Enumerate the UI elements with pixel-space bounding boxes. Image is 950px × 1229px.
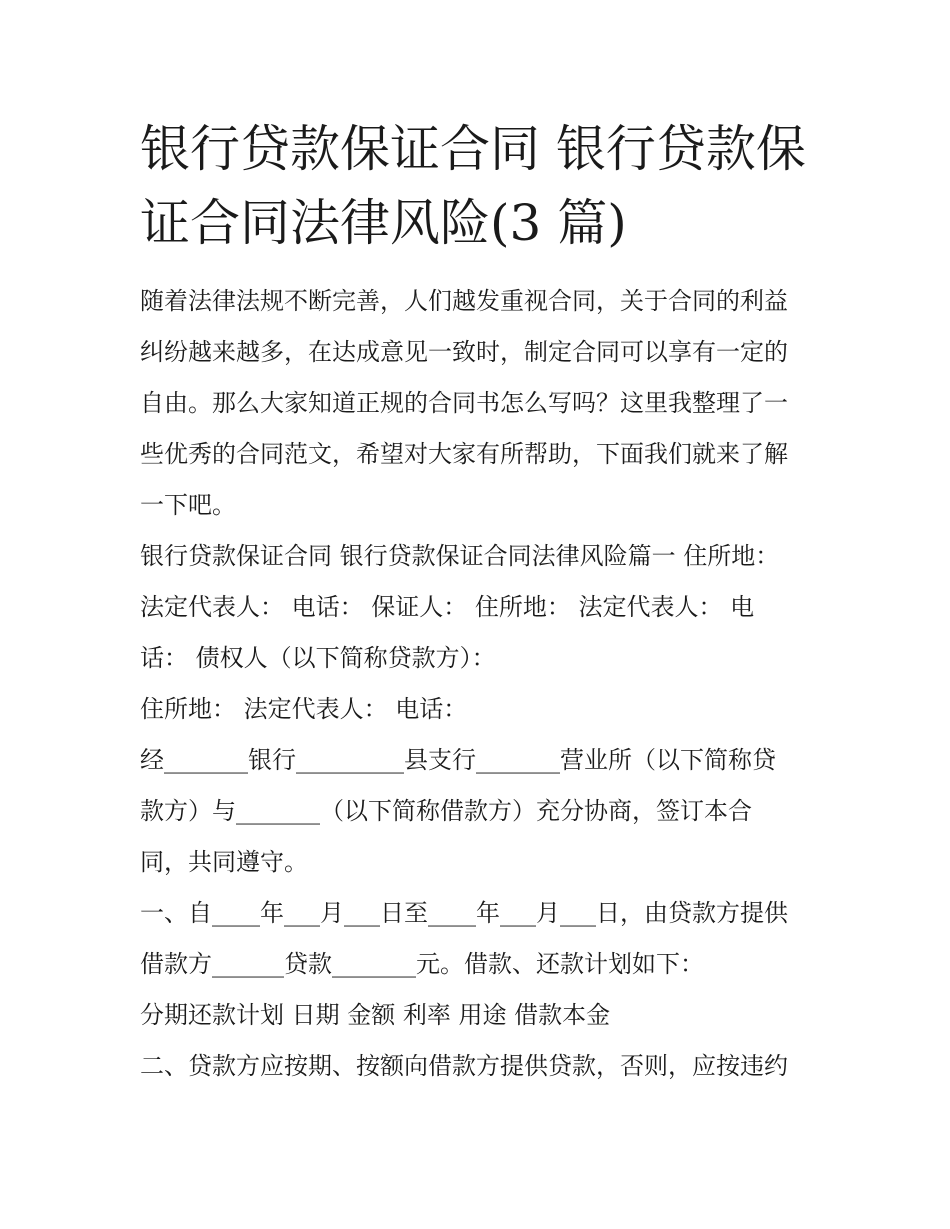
body-line: 话： 债权人（以下简称贷款方）： <box>140 644 496 672</box>
title-line-1: 银行贷款保证合同 银行贷款保 <box>140 120 806 178</box>
body-line: 随着法律法规不断完善，人们越发重视合同，关于合同的利益 <box>140 287 788 315</box>
document-body <box>140 276 820 1092</box>
body-line: 住所地： 法定代表人： 电话： <box>140 695 468 723</box>
body-line: 纠纷越来越多，在达成意见一致时，制定合同可以享有一定的 <box>140 338 788 366</box>
body-line: 分期还款计划 日期 金额 利率 用途 借款本金 <box>140 1001 611 1029</box>
body-line: 自由。那么大家知道正规的合同书怎么写吗？这里我整理了一 <box>140 389 788 417</box>
body-line: 经_______银行_________县支行_______营业所（以下简称贷 <box>140 746 776 774</box>
body-line: 一、自____年___月___日至____年___月___日，由贷款方提供 <box>140 899 788 927</box>
body-line: 些优秀的合同范文，希望对大家有所帮助，下面我们就来了解 <box>140 440 788 468</box>
body-line: 同，共同遵守。 <box>140 848 308 876</box>
body-line: 二、贷款方应按期、按额向借款方提供贷款，否则，应按违约 <box>140 1052 788 1080</box>
body-line: 一下吧。 <box>140 491 236 519</box>
body-line: 法定代表人： 电话： 保证人： 住所地： 法定代表人： 电 <box>140 593 755 621</box>
document-title <box>140 112 820 260</box>
body-line: 借款方______贷款_______元。借款、还款计划如下： <box>140 950 704 978</box>
body-line: 款方）与_______（以下简称借款方）充分协商，签订本合 <box>140 797 752 825</box>
title-line-2: 证合同法律风险(3 篇) <box>140 194 627 252</box>
body-line: 银行贷款保证合同 银行贷款保证合同法律风险篇一 住所地： <box>140 542 780 570</box>
